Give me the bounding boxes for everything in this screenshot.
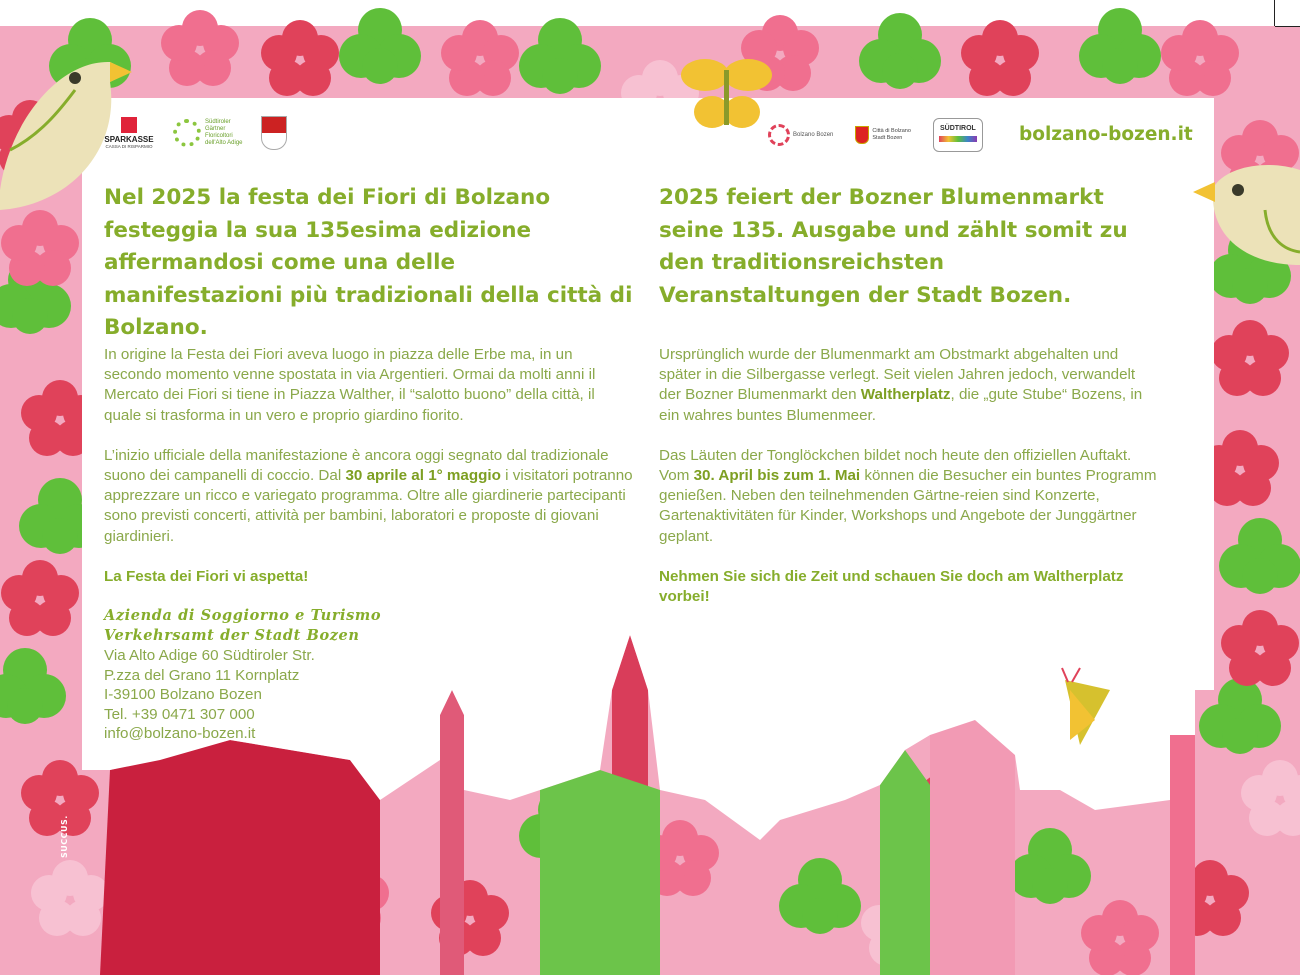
- italian-callout: La Festa dei Fiori vi aspetta!: [104, 567, 309, 585]
- german-column: [659, 182, 1139, 312]
- sparkasse-logo: SPARKASSE CASSA DI RISPARMIO: [103, 117, 155, 150]
- german-body: [659, 345, 1157, 607]
- bolzano-bozen-logo: Bolzano Bozen: [768, 124, 833, 146]
- german-headline: 2025 feiert der Bozner Blumenmarkt seine 135. Ausgabe und zählt somit zu den traditionsreichsten Veranstaltungen der Stadt Bozen.: [659, 185, 1128, 308]
- italian-column: [104, 182, 634, 345]
- sparkasse-icon: [121, 117, 137, 133]
- sponsor-logos-left: [103, 116, 287, 150]
- address-phone[interactable]: Tel. +39 0471 307 000: [104, 705, 255, 723]
- address-block: [104, 606, 464, 744]
- crop-mark: [1275, 26, 1300, 27]
- german-paragraph-1: Ursprünglich wurde der Blumenmarkt am Obstmarkt abgehalten und später in die Silbergasse verlegt. Seit vielen Jahren jedoch, verwandelt der Bozner Blumenmarkt den Waltherplatz, die „gute Stube“ Bozens, in ein wahres buntes Blumenmeer.: [659, 346, 1143, 424]
- crop-mark: [1274, 0, 1275, 26]
- gardeners-sun-icon: [173, 119, 201, 147]
- german-callout: Nehmen Sie sich die Zeit und schauen Sie doch am Waltherplatz vorbei!: [659, 567, 1124, 606]
- mountain-stripe-icon: [939, 136, 977, 142]
- province-coat-of-arms-icon: [261, 116, 287, 150]
- address-city: I-39100 Bolzano Bozen: [104, 686, 262, 703]
- printer-mark: SUCCUS.: [60, 815, 69, 858]
- starburst-icon: [768, 124, 790, 146]
- italian-paragraph-2: L’inizio ufficiale della manifestazione è ancora oggi segnato dal tradizionale suono dei campanelli di coccio. Dal 30 aprile al 1° maggio i visitatori potranno apprezzare un ricco e variegato programma. Oltre alle giardinerie partecipanti sono previsti concerti, attività per bambini, laboratori e proposte di giovani giardinieri.: [104, 446, 633, 545]
- city-logo: Città di Bolzano Stadt Bozen: [855, 126, 911, 144]
- address-square: P.zza del Grano 11 Kornplatz: [104, 666, 300, 684]
- org-name-german: Verkehrsamt der Stadt Bozen: [104, 627, 360, 644]
- gardeners-logo: Südtiroler Gärtner Floricoltori dell'Alto Adige: [173, 119, 243, 148]
- italian-paragraph-1: In origine la Festa dei Fiori aveva luogo in piazza delle Erbe ma, in un secondo momento venne spostata in via Argentieri. Ormai da molti anni il Mercato dei Fiori si tiene in Piazza Walther, il “salotto buono” della città, il quale si trasforma in un vero e proprio giardino fiorito.: [104, 346, 596, 424]
- address-street: Via Alto Adige 60 Südtiroler Str.: [104, 647, 315, 664]
- german-paragraph-2: Das Läuten der Tonglöckchen bildet noch heute den offiziellen Auftakt. Vom 30. April bis zum 1. Mai können die Besucher ein buntes Programm genießen. Neben den teilnehmenden Gärtne-reien sind Konzerte, Gartenaktivitäten für Kinder, Workshops und Angebote der Junggärtner geplant.: [659, 446, 1157, 545]
- suedtirol-logo: SÜDTIROL: [933, 118, 983, 152]
- city-shield-icon: [855, 126, 869, 144]
- italian-headline: Nel 2025 la festa dei Fiori di Bolzano festeggia la sua 135esima edizione affermandosi come una delle manifestazioni più tradizionali della città di Bolzano.: [104, 185, 633, 340]
- italian-body: [104, 345, 634, 587]
- address-email[interactable]: info@bolzano-bozen.it: [104, 725, 256, 742]
- website-url[interactable]: bolzano-bozen.it: [1019, 124, 1193, 145]
- sponsor-logos-right: [768, 118, 983, 152]
- org-name-italian: Azienda di Soggiorno e Turismo: [104, 607, 382, 624]
